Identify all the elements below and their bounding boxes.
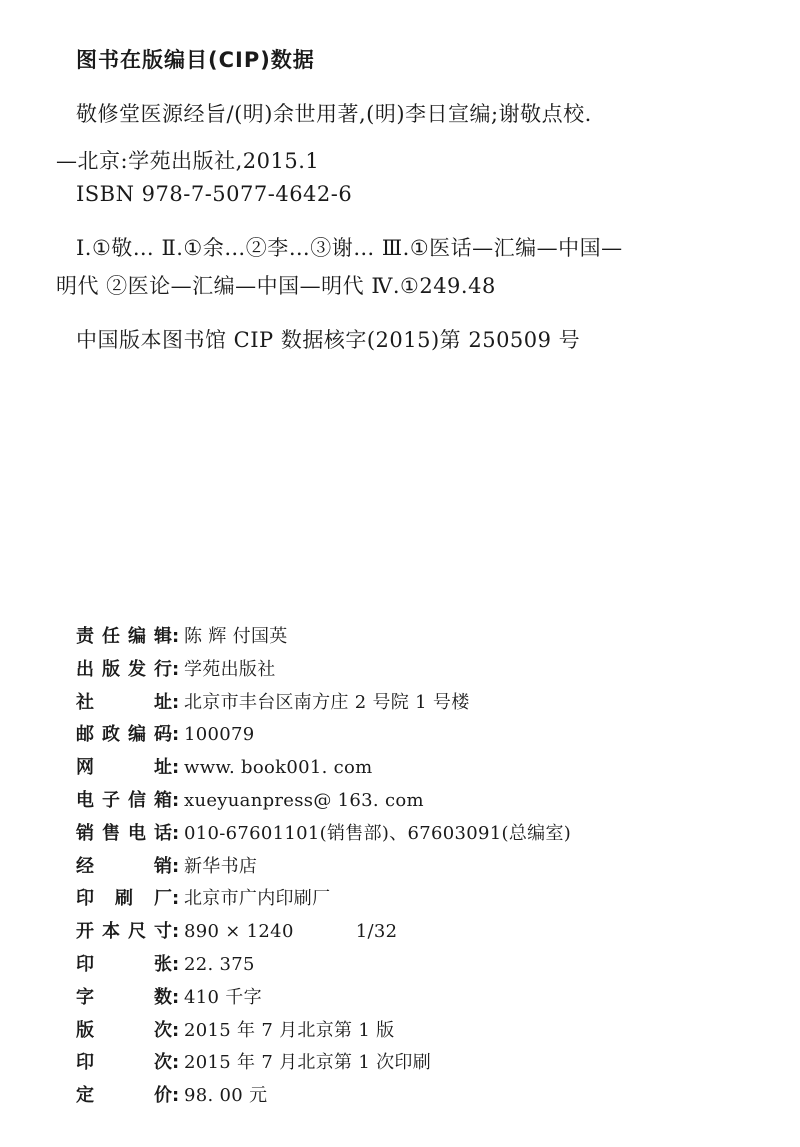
imprint-colon: : — [172, 1019, 180, 1041]
imprint-value-text: www. book001. com — [184, 757, 373, 779]
imprint-value — [182, 954, 255, 975]
imprint-value — [182, 757, 373, 778]
cip-record-number-line: 中国版本图书馆 CIP 数据核字(2015)第 250509 号 — [76, 328, 581, 352]
imprint-value-text: 2015 年 7 月北京第 1 版 — [184, 1019, 395, 1041]
imprint-label: 开 本 尺 寸 — [76, 921, 172, 943]
imprint-colon: : — [172, 757, 180, 779]
imprint-value — [182, 790, 424, 811]
imprint-value-format: 1/32 — [355, 921, 398, 943]
imprint-label: 电 子 信 箱 — [76, 789, 172, 811]
imprint-value — [182, 921, 397, 942]
cip-publisher-line: —北京:学苑出版社,2015.1 — [56, 149, 320, 173]
imprint-label: 字 数 — [76, 986, 172, 1008]
imprint-colon: : — [172, 986, 180, 1008]
imprint-block — [76, 622, 571, 1114]
imprint-label: 出 版 发 行 — [76, 658, 172, 680]
imprint-label: 责 任 编 辑 — [76, 626, 172, 647]
cip-subject-line-1: Ⅰ.①敬… Ⅱ.①余…②李…③谢… Ⅲ.①医话—汇编—中国— — [76, 236, 623, 260]
imprint-colon: : — [172, 1052, 180, 1074]
imprint-label: 定 价 — [76, 1085, 172, 1107]
imprint-row — [76, 819, 571, 852]
imprint-value-text: 100079 — [184, 724, 255, 746]
cip-subject-line-2: 明代 ②医论—汇编—中国—明代 Ⅳ.①249.48 — [56, 274, 496, 298]
imprint-label: 印 张 — [76, 953, 172, 975]
imprint-row — [76, 950, 571, 983]
imprint-colon: : — [172, 658, 180, 680]
cip-heading: 图书在版编目(CIP)数据 — [76, 48, 315, 72]
imprint-value-text: 410 千字 — [184, 986, 262, 1008]
imprint-colon: : — [172, 855, 180, 877]
imprint-colon: : — [172, 921, 180, 943]
imprint-row — [76, 983, 571, 1016]
imprint-value-text: 北京市广内印刷厂 — [184, 888, 331, 910]
imprint-colon: : — [172, 691, 180, 713]
imprint-label: 销 售 电 话 — [76, 822, 172, 844]
imprint-label: 网 址 — [76, 757, 172, 779]
imprint-row — [76, 1016, 571, 1049]
imprint-value-text: xueyuanpress@ 163. com — [184, 789, 424, 811]
imprint-row — [76, 688, 571, 721]
imprint-value-text: 新华书店 — [184, 855, 258, 877]
imprint-label: 邮 政 编 码 — [76, 724, 172, 746]
imprint-value — [182, 1081, 267, 1107]
imprint-value — [182, 688, 470, 714]
imprint-value — [182, 884, 330, 910]
imprint-value — [182, 1016, 394, 1042]
imprint-value — [182, 1048, 431, 1074]
imprint-row — [76, 720, 571, 753]
imprint-colon: : — [172, 888, 180, 910]
imprint-row — [76, 753, 571, 786]
imprint-colon: : — [172, 724, 180, 746]
imprint-row — [76, 786, 571, 819]
imprint-colon: : — [172, 822, 180, 844]
imprint-label: 印 刷 厂 — [76, 888, 172, 910]
cip-isbn-line: ISBN 978-7-5077-4642-6 — [76, 182, 353, 206]
imprint-label: 社 址 — [76, 691, 172, 713]
imprint-value — [182, 655, 276, 681]
imprint-value-text: 陈 辉 付国英 — [184, 626, 288, 647]
imprint-value-text: 22. 375 — [184, 953, 255, 975]
imprint-row — [76, 622, 571, 655]
cip-book-line: 敬修堂医源经旨/(明)余世用著,(明)李日宣编;谢敬点校. — [76, 102, 592, 126]
imprint-row — [76, 1081, 571, 1114]
imprint-value-text: 北京市丰台区南方庄 2 号院 1 号楼 — [184, 691, 470, 713]
imprint-row — [76, 917, 571, 950]
imprint-colon: : — [172, 789, 180, 811]
imprint-value-text: 010-67601101(销售部)、67603091(总编室) — [184, 822, 572, 844]
imprint-value — [182, 724, 255, 745]
imprint-row — [76, 852, 571, 885]
imprint-value-text: 2015 年 7 月北京第 1 次印刷 — [184, 1052, 432, 1074]
imprint-value — [182, 819, 571, 845]
imprint-label: 版 次 — [76, 1019, 172, 1041]
imprint-row — [76, 884, 571, 917]
imprint-value-text: 890 × 1240 — [184, 921, 294, 943]
imprint-value — [182, 852, 257, 878]
imprint-row — [76, 655, 571, 688]
imprint-value-text: 98. 00 元 — [184, 1085, 268, 1107]
imprint-label: 印 次 — [76, 1052, 172, 1074]
imprint-colon: : — [172, 1085, 180, 1107]
imprint-colon: : — [172, 953, 180, 975]
imprint-row — [76, 1048, 571, 1081]
imprint-colon: : — [172, 626, 180, 647]
imprint-label: 经 销 — [76, 855, 172, 877]
imprint-value-text: 学苑出版社 — [184, 658, 276, 680]
imprint-value — [182, 983, 262, 1009]
imprint-value — [182, 622, 288, 648]
